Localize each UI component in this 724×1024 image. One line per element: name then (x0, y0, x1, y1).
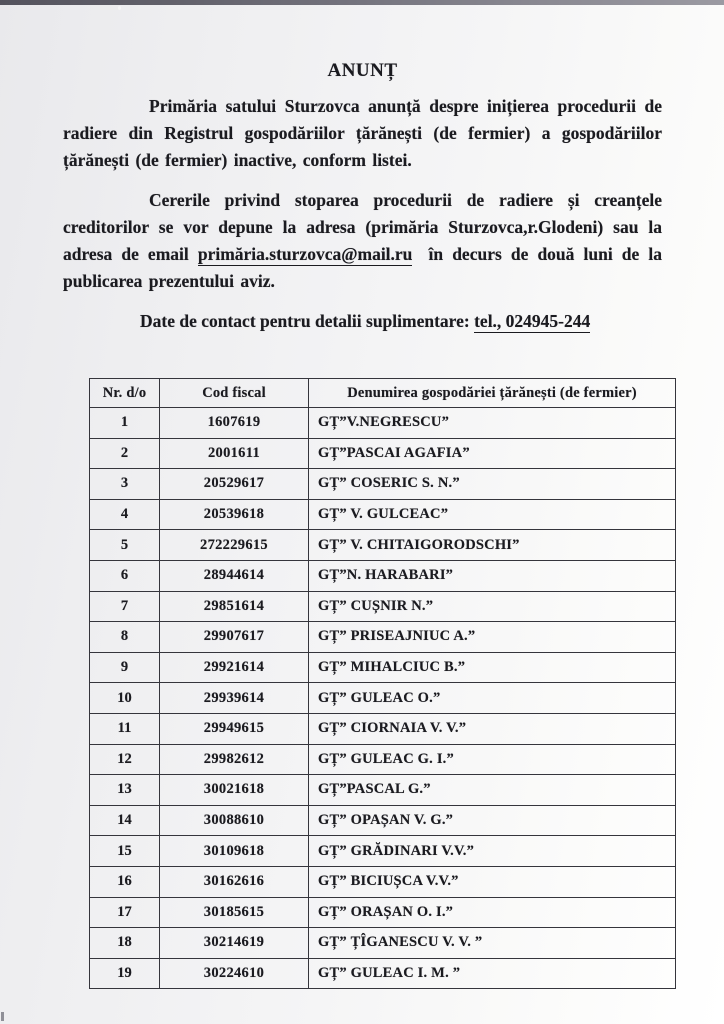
table-cell-name: GȚ” V. CHITAIGORODSCHI” (309, 530, 676, 561)
table-cell-nr: 2 (90, 438, 160, 469)
table-cell-cod: 30224610 (160, 958, 309, 989)
table-cell-nr: 12 (90, 744, 160, 775)
table-row (90, 469, 676, 500)
contact-label: Date de contact pentru detalii suplimentare: (140, 311, 475, 331)
table-cell-nr: 6 (90, 560, 160, 591)
table-cell-nr: 1 (90, 408, 160, 439)
paragraph-claims-text-after: în decurs de două luni de la publicarea prezentului aviz. (63, 244, 662, 291)
table-cell-nr: 11 (90, 713, 160, 744)
table-cell-nr: 17 (90, 897, 160, 928)
table-cell-cod: 30214619 (160, 928, 309, 959)
table-row (90, 652, 676, 683)
table-cell-name: GȚ” COSERIC S. N.” (309, 469, 676, 500)
col-header-cod-fiscal: Cod fiscal (160, 379, 309, 408)
table-cell-name: GȚ” ȚÎGANESCU V. V. ” (309, 928, 676, 959)
col-header-nr: Nr. d/o (90, 379, 160, 408)
table-row (90, 530, 676, 561)
table-row (90, 805, 676, 836)
table-cell-cod: 29949615 (160, 713, 309, 744)
table-cell-cod: 20539618 (160, 499, 309, 530)
table-row (90, 836, 676, 867)
table-cell-cod: 1607619 (160, 408, 309, 439)
table-cell-cod: 30185615 (160, 897, 309, 928)
col-header-denumirea: Denumirea gospodăriei țărănești (de fermier) (309, 379, 676, 408)
table-cell-name: GȚ” CUȘNIR N.” (309, 591, 676, 622)
table-cell-name: GȚ” OPAȘAN V. G.” (309, 805, 676, 836)
table-row (90, 408, 676, 439)
table-row (90, 928, 676, 959)
table-cell-name: GȚ”PASCAI AGAFIA” (309, 438, 676, 469)
table-cell-cod: 29851614 (160, 591, 309, 622)
table-cell-nr: 13 (90, 775, 160, 806)
table-row (90, 744, 676, 775)
table-cell-name: GȚ”V.NEGRESCU” (309, 408, 676, 439)
table-cell-name: GȚ” MIHALCIUC B.” (309, 652, 676, 683)
email-address: primăria.sturzovca@mail.ru (197, 244, 413, 264)
table-cell-nr: 18 (90, 928, 160, 959)
table-row (90, 775, 676, 806)
table-cell-cod: 20529617 (160, 469, 309, 500)
scan-edge-artifact (0, 0, 724, 5)
table-cell-nr: 4 (90, 499, 160, 530)
paragraph-claims-text-before: Cererile privind stoparea procedurii de radiere și creanțele creditorilor se vor depune la adresa (primăria Sturzovca,r.Glodeni) sau la adresa de email (63, 190, 662, 264)
table-cell-name: GȚ” ORAȘAN O. I.” (309, 897, 676, 928)
table-cell-cod: 29921614 (160, 652, 309, 683)
paragraph-intro: Primăria satului Sturzovca anunță despre inițierea procedurii de radiere din Registrul gospodăriilor țărănești (de fermier) a gospodăriilor țărănești (de fermier) inactive, conform listei. (63, 96, 662, 170)
table-row (90, 683, 676, 714)
table-cell-nr: 10 (90, 683, 160, 714)
table-cell-nr: 8 (90, 622, 160, 653)
table-cell-name: GȚ” GULEAC G. I.” (309, 744, 676, 775)
table-cell-cod: 2001611 (160, 438, 309, 469)
farms-table (89, 378, 676, 989)
table-cell-cod: 30109618 (160, 836, 309, 867)
table-cell-cod: 272229615 (160, 530, 309, 561)
table-cell-nr: 19 (90, 958, 160, 989)
table-cell-nr: 3 (90, 469, 160, 500)
table-row (90, 499, 676, 530)
table-cell-nr: 16 (90, 866, 160, 897)
table-cell-cod: 28944614 (160, 560, 309, 591)
document-body (63, 60, 662, 989)
table-cell-name: GȚ” V. GULCEAC” (309, 499, 676, 530)
table-row (90, 560, 676, 591)
table-cell-nr: 15 (90, 836, 160, 867)
table-header-row (90, 379, 676, 408)
table-cell-name: GȚ”N. HARABARI” (309, 560, 676, 591)
table-cell-nr: 9 (90, 652, 160, 683)
table-row (90, 713, 676, 744)
table-cell-name: GȚ” GRĂDINARI V.V.” (309, 836, 676, 867)
contact-phone: tel., 024945-244 (474, 311, 591, 331)
table-cell-cod: 29939614 (160, 683, 309, 714)
table-row (90, 438, 676, 469)
table-cell-cod: 30088610 (160, 805, 309, 836)
table-cell-cod: 29907617 (160, 622, 309, 653)
table-cell-cod: 30021618 (160, 775, 309, 806)
table-cell-nr: 7 (90, 591, 160, 622)
table-cell-name: GȚ” PRISEAJNIUC A.” (309, 622, 676, 653)
table-cell-nr: 14 (90, 805, 160, 836)
table-row (90, 866, 676, 897)
table-cell-cod: 30162616 (160, 866, 309, 897)
table-row (90, 591, 676, 622)
table-cell-name: GȚ” CIORNAIA V. V.” (309, 713, 676, 744)
page-title: ANUNȚ (327, 60, 398, 81)
table-cell-nr: 5 (90, 530, 160, 561)
table-row (90, 622, 676, 653)
table-row (90, 958, 676, 989)
table-cell-name: GȚ” GULEAC I. M. ” (309, 958, 676, 989)
table-cell-name: GȚ” BICIUȘCA V.V.” (309, 866, 676, 897)
scan-speck (118, 6, 121, 10)
table-cell-name: GȚ” GULEAC O.” (309, 683, 676, 714)
scan-speck (1, 1012, 4, 1021)
contact-line (63, 308, 662, 335)
table-row (90, 897, 676, 928)
table-cell-cod: 29982612 (160, 744, 309, 775)
paragraph-claims (63, 187, 662, 295)
table-cell-name: GȚ”PASCAL G.” (309, 775, 676, 806)
